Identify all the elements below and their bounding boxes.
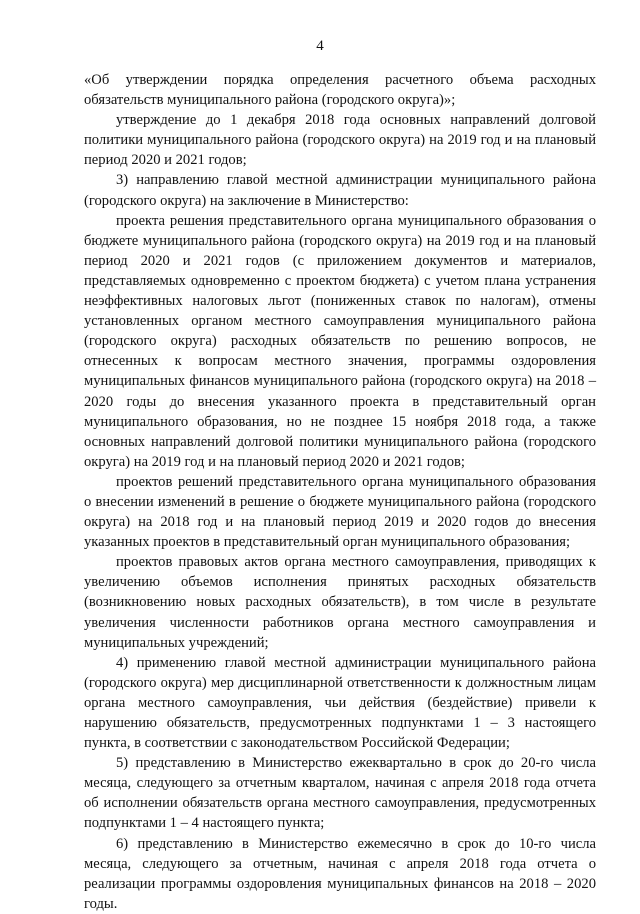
page-number: 4 bbox=[316, 38, 324, 54]
paragraph-item-6: 6) представлению в Министерство ежемесячно в срок до 10-го числа месяца, следующего за отчетным, начиная с апреля 2018 года отчета о реализации программы оздоровления муниципальных финансов на 2018 – 2020 годы. bbox=[84, 835, 596, 912]
paragraph-item-3: 3) направлению главой местной администрации муниципального района (городского округа) на заключение в Министерство: bbox=[84, 172, 596, 209]
paragraph-legal-acts: проектов правовых актов органа местного самоуправления, приводящих к увеличению объемов исполнения принятых расходных обязательств (возникновению новых расходных обязательств), в том числе в результате увеличения численности работников органа местного самоуправления и муниципальных учреждений; bbox=[84, 554, 596, 651]
paragraph-item-5: 5) представлению в Министерство ежеквартально в срок до 20-го числа месяца, следующего за отчетным кварталом, начиная с апреля 2018 года отчета об исполнении обязательств органа местного самоуправления, предусмотренных подпунктами 1 – 4 настоящего пункта; bbox=[84, 755, 596, 832]
document-body bbox=[84, 70, 596, 914]
paragraph-budget-draft: проекта решения представительного органа муниципального образования о бюджете муниципального района (городского округа) на 2019 год и на плановый период 2020 и 2021 годов (с приложением документов и материалов, представляемых одновременно с проектом бюджета) с учетом плана устранения неэффективных налоговых льгот (пониженных ставок по налогам), отмены установленных органом местного самоуправления муниципального района (городского округа) расходных обязательств по решению вопросов, не отнесенных к вопросам местного значения, программы оздоровления муниципальных финансов муниципального района (городского округа) на 2018 – 2020 годы до внесения указанного проекта в представительный орган муниципального образования, но не позднее 15 ноября 2018 года, а также основных направлений долговой политики муниципального района (городского округа) на 2019 год и на плановый период 2020 и 2021 годов; bbox=[84, 212, 596, 470]
paragraph-item-4: 4) применению главой местной администрации муниципального района (городского округа) мер дисциплинарной ответственности к должностным лицам органа местного самоуправления, чьи действия (бездействие) привели к нарушению обязательств, предусмотренных подпунктами 1 – 3 настоящего пункта, в соответствии с законодательством Российской Федерации; bbox=[84, 654, 596, 752]
paragraph-continuation: «Об утверждении порядка определения расчетного объема расходных обязательств муниципального района (городского округа)»; bbox=[84, 72, 596, 109]
paragraph-budget-amendments: проектов решений представительного органа муниципального образования о внесении изменений в решение о бюджете муниципального района (городского округа) на 2018 год и на плановый период 2019 и 2020 годов до внесения указанных проектов в представительный орган муниципального образования; bbox=[84, 473, 596, 551]
paragraph-debt-policy: утверждение до 1 декабря 2018 года основных направлений долговой политики муниципального района (городского округа) на 2019 год и на плановый период 2020 и 2021 годов; bbox=[84, 112, 596, 169]
